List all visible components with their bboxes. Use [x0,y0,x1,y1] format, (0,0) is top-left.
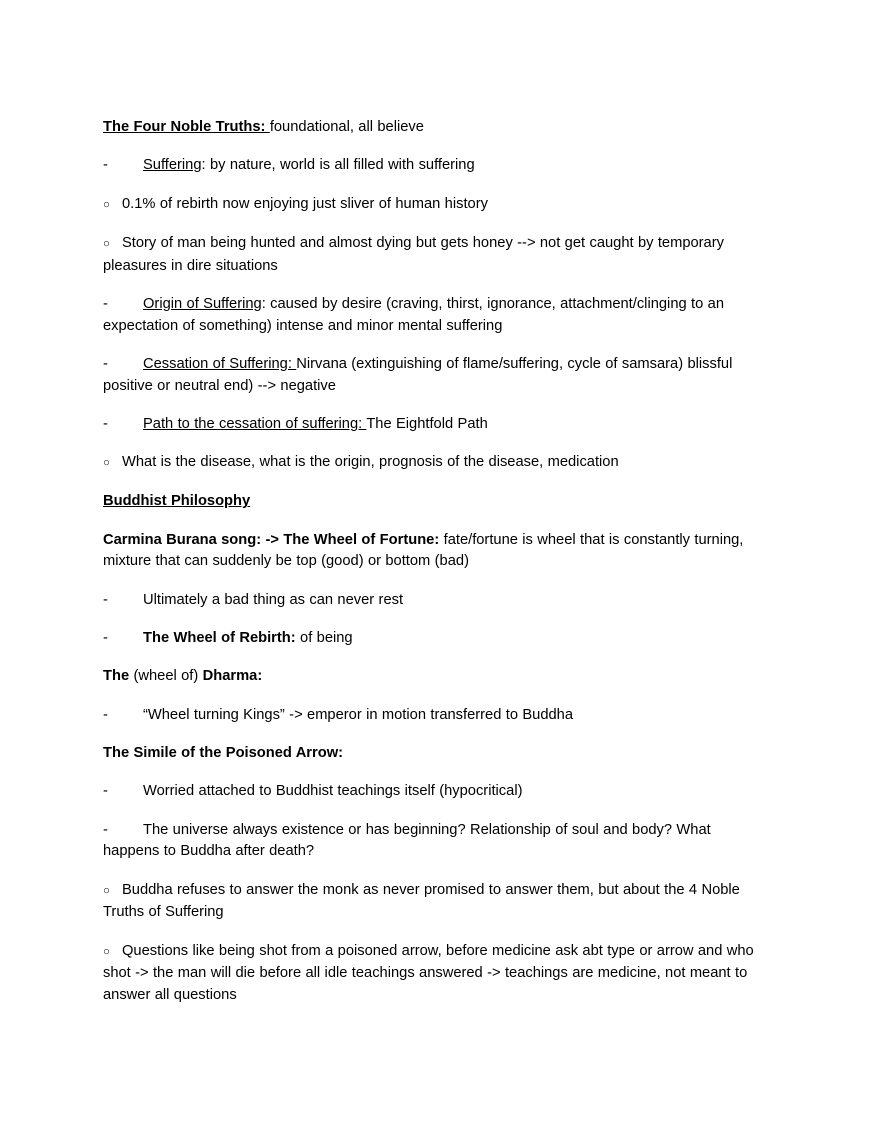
text-segment: The [103,668,130,685]
text-segment: The Wheel of Rebirth: [143,630,296,647]
text-segment: 0.1% of rebirth now enjoying just sliver of human history [122,195,488,212]
dash-bullet-marker: - [103,157,108,174]
dash-bullet-marker: - [103,295,108,312]
bullet-origin-of-suffering [103,294,766,337]
dash-bullet-marker: - [103,415,108,432]
text-segment: : by nature, world is all filled with suffering [201,157,475,174]
bullet-ultimately-bad [103,590,766,612]
circle-bullet-marker: ○ [103,945,110,958]
text-segment: Suffering [143,157,202,174]
bullet-universe-questions [103,820,766,863]
text-segment: The Simile of the Poisoned Arrow: [103,744,344,761]
bullet-wheel-turning-kings [103,705,766,727]
text-segment: (wheel of) [129,668,203,685]
text-segment: foundational, all believe [269,119,424,135]
bullet-wheel-of-rebirth [103,628,766,650]
heading-simile-poisoned-arrow [103,743,766,765]
dash-bullet-marker: - [103,706,108,723]
text-segment: The Eightfold Path [366,415,488,432]
text-segment: Nirvana (extinguishing of flame/suffering, cycle of samsara) blissful positive or neutral end) --> negative [103,355,733,394]
text-segment: The universe always existence or has beginning? Relationship of soul and body? What happens to Buddha after death? [103,821,711,860]
heading-wheel-of-dharma [103,666,766,688]
text-segment: of being [295,630,353,647]
text-segment: Questions like being shot from a poisoned arrow, before medicine ask abt type or arrow and who shot -> the man will die before all idle teachings answered -> teachings are medicine, not meant to answer all questions [103,942,754,1003]
circle-bullet-marker: ○ [103,237,110,250]
text-segment: “Wheel turning Kings” -> emperor in motion transferred to Buddha [143,706,574,723]
bullet-path-to-cessation [103,414,766,436]
circle-bullet-marker: ○ [103,198,110,211]
text-segment: Path to the cessation of suffering: [143,415,367,432]
text-segment: What is the disease, what is the origin, prognosis of the disease, medication [122,454,619,471]
text-segment: Dharma: [202,668,263,685]
text-segment: Buddha refuses to answer the monk as never promised to answer them, but about the 4 Noble Truths of Suffering [103,881,740,921]
dash-bullet-marker: - [103,630,108,647]
heading-carmina-burana [103,530,766,573]
bullet-cessation-of-suffering [103,354,766,397]
text-segment: Buddhist Philosophy [103,493,251,510]
dash-bullet-marker: - [103,591,108,608]
text-segment: Carmina Burana song: -> The Wheel of Fortune: [103,531,440,548]
text-segment: The Four Noble Truths: [103,119,270,135]
dash-bullet-marker: - [103,821,108,838]
text-segment: Story of man being hunted and almost dying but gets honey --> not get caught by temporary pleasures in dire situations [103,234,724,274]
subbullet-honey-story [103,233,766,277]
text-segment: : caused by desire (craving, thirst, ignorance, attachment/clinging to an expectation of something) intense and minor mental suffering [103,295,724,334]
text-segment: fate/fortune is wheel that is constantly turning, mixture that can suddenly be top (good) or bottom (bad) [103,531,744,570]
subbullet-poisoned-arrow-questions [103,941,766,1007]
text-segment: Origin of Suffering [143,295,262,312]
text-segment: Cessation of Suffering: [143,355,297,372]
subbullet-disease-analogy [103,452,766,475]
text-segment: Worried attached to Buddhist teachings itself (hypocritical) [143,783,523,800]
subbullet-buddha-refuses [103,880,766,924]
text-segment: Ultimately a bad thing as can never rest [143,591,404,608]
dash-bullet-marker: - [103,783,108,800]
heading-four-noble-truths [103,117,766,139]
subbullet-rebirth [103,194,766,217]
circle-bullet-marker: ○ [103,884,110,897]
bullet-suffering [103,155,766,177]
dash-bullet-marker: - [103,355,108,372]
circle-bullet-marker: ○ [103,457,110,470]
heading-buddhist-philosophy [103,491,766,513]
bullet-worried-attached [103,781,766,803]
